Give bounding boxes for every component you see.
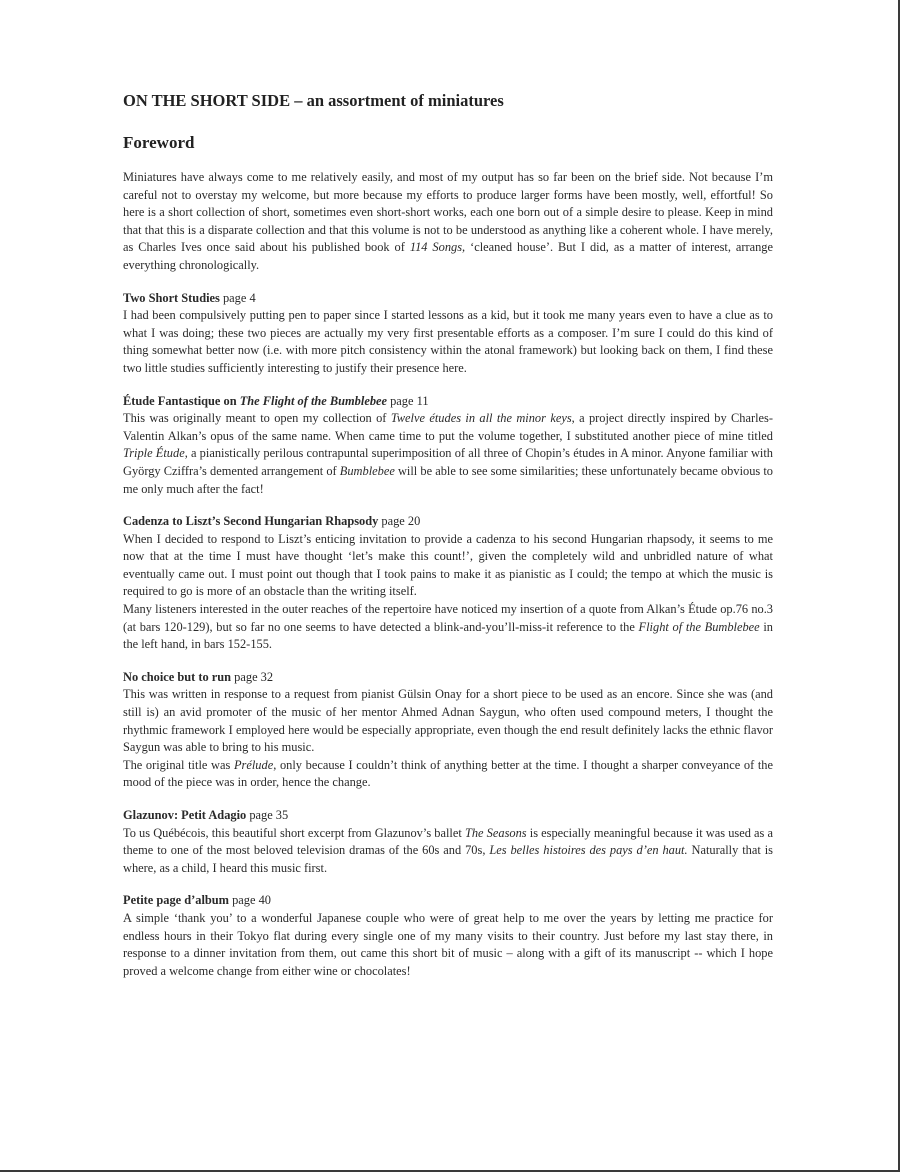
entry-heading — [123, 669, 773, 687]
entry-title: Petite page d’album — [123, 893, 229, 908]
entry-page-ref: page 32 — [231, 669, 274, 684]
entry-paragraph: I had been compulsively putting pen to paper since I started lessons as a kid, but it took me many years even to have a clue as to what I was doing; these two pieces are actually my very first presentable efforts as a composer. I’m sure I could do this kind of thing somewhat better now (i.e. with more pitch consistency within the atonal framework) but looking back on them, I find these two little studies sufficiently interesting to justify their presence here. — [123, 308, 773, 375]
entry-heading — [123, 513, 773, 531]
entry-paragraph: This was originally meant to open my collection of Twelve études in all the minor keys, a project directly inspired by Charles-Valentin Alkan’s opus of the same name. When came time to put the volume together, I substituted another piece of mine titled Triple Étude, a pianistically perilous contrapuntal superimposition of all three of Chopin’s études in A minor. Anyone familiar with György Cziffra’s demented arrangement of Bumblebee will be able to see some similarities; these unfortunately became obvious to me only much after the fact! — [123, 411, 773, 496]
entry-paragraph: When I decided to respond to Liszt’s enticing invitation to provide a cadenza to his second Hungarian rhapsody, it seems to me now that at the time I must have thought ‘let’s make this count!’, given the completely wild and unbridled nature of what eventually came out. I must point out though that I took pains to make it as pianistic as I could; the tempo at which the music is required to go is more of an obstacle than the writing itself. — [123, 531, 773, 599]
entry-page-ref: page 4 — [219, 290, 256, 305]
document-title: ON THE SHORT SIDE – an assortment of miniatures — [123, 91, 504, 110]
entry-page-ref: page 20 — [378, 514, 421, 529]
entry-paragraph: Many listeners interested in the outer reaches of the repertoire have noticed my insertion of a quote from Alkan’s Étude op.76 no.3 (at bars 120-129), but so far no one seems to have detected a blink-and-you’ll-miss-it reference to the Flight of the Bumblebee in the left hand, in bars 152-155. — [123, 602, 773, 652]
entry-paragraph: To us Québécois, this beautiful short excerpt from Glazunov’s ballet The Seasons is especially meaningful because it was used as a theme to one of the most beloved television dramas of the 60s and 70s, Les belles histoires des pays d’en haut. Naturally that is where, as a child, I heard this music first. — [123, 825, 774, 875]
entry-title: Cadenza to Liszt’s Second Hungarian Rhapsody — [123, 514, 379, 529]
entry-title-italic: The Flight of the Bumblebee — [239, 393, 388, 408]
entry-petite-page — [123, 892, 773, 980]
entry-page-ref: page 40 — [229, 893, 271, 908]
entry-heading — [123, 807, 773, 825]
foreword-heading: Foreword — [123, 133, 195, 152]
entry-heading — [123, 393, 773, 411]
entry-title: No choice but to run — [123, 669, 232, 684]
entry-title: Étude Fantastique on — [123, 393, 240, 408]
entry-title: Two Short Studies — [123, 290, 220, 305]
entry-heading — [123, 892, 773, 910]
entry-paragraph: The original title was Prélude, only because I couldn’t think of anything better at the time. I thought a sharper conveyance of the mood of the piece was in order, hence the change. — [123, 757, 773, 790]
document-page — [123, 90, 773, 980]
entry-etude-fantastique — [123, 393, 773, 499]
entry-cadenza — [123, 513, 773, 654]
entry-page-ref: page 11 — [387, 393, 429, 408]
entry-paragraph: A simple ‘thank you’ to a wonderful Japanese couple who were of great help to me over the years by letting me practice for endless hours in their Tokyo flat during every single one of my many visits to their country. Just before my last stay there, in response to a dinner invitation from them, out came this short bit of music – along with a gift of its manuscript -- which I hope proved a welcome change from either wine or chocolates! — [123, 910, 773, 978]
entry-heading — [123, 290, 773, 308]
foreword-paragraph: Miniatures have always come to me relatively easily, and most of my output has so far been on the brief side. Not because I’m careful not to overstay my welcome, but more because my efforts to produce larger forms have been mostly, well, effortful! So here is a short collection of short, sometimes even short-short works, each one born out of a simple desire to please. Keep in mind that that this is a disparate collection and that this volume is not to be understood as anything like a coherent whole. I have merely, as Charles Ives once said about his published book of 114 Songs, ‘cleaned house’. But I did, as a matter of interest, arrange everything chronologically. — [123, 170, 774, 272]
entry-glazunov — [123, 807, 773, 877]
entry-paragraph: This was written in response to a request from pianist Gülsin Onay for a short piece to be used as an encore. Since she was (and still is) an avid promoter of the music of her mentor Ahmed Adnan Saygun, who often used compound meters, I thought the rhythmic framework I employed here would be especially appropriate, even though the end result definitely lacks the ethnic flavor Saygun was able to bring to his music. — [123, 687, 773, 755]
entry-two-short-studies — [123, 290, 773, 378]
entry-no-choice-but-to-run — [123, 669, 773, 792]
entry-title: Glazunov: Petit Adagio — [123, 808, 247, 822]
entry-page-ref: page 35 — [246, 808, 289, 822]
